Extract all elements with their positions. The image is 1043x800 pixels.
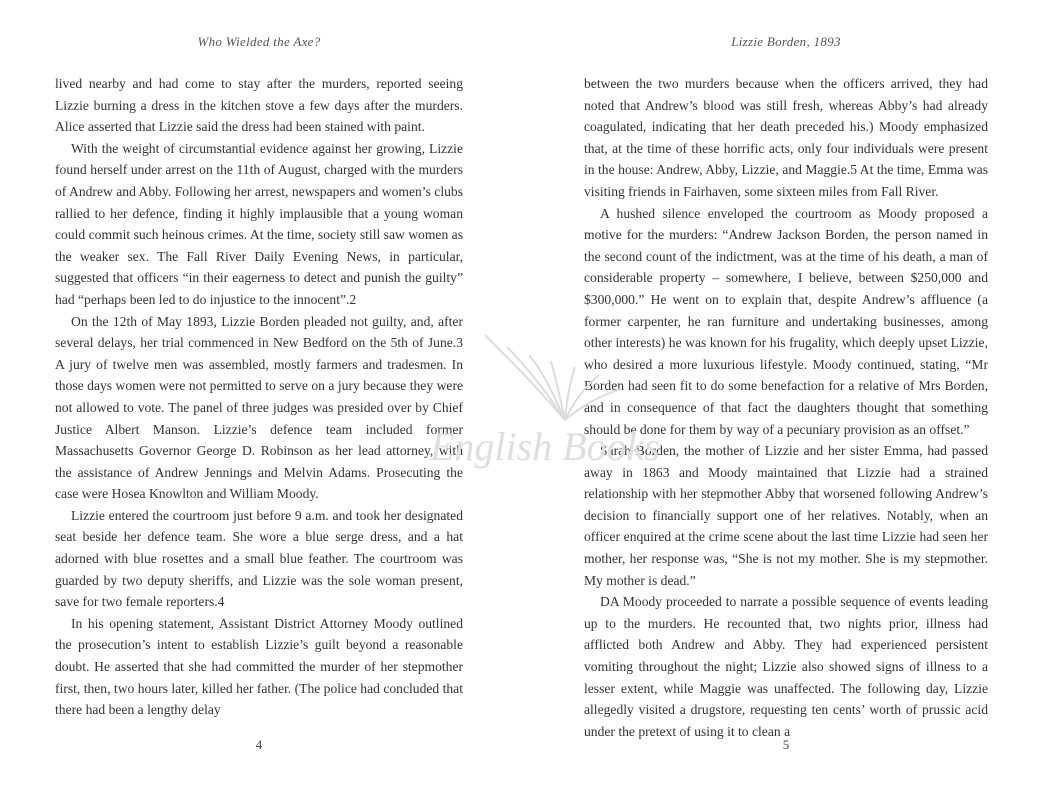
paragraph: A hushed silence enveloped the courtroom as Moody proposed a motive for the murders: “Andrew Jackson Borden, the person named in the second count of the indictment, was at the time of his death, a man of considerable property – somewhere, I believe, between $250,000 and $300,000.” He went on to explain that, despite Andrew’s affluence (a former carpenter, he ran furniture and undertaking businesses, among other interests) he was known for his frugality, which deeply upset Lizzie, who desired a more luxurious lifestyle. Moody continued, stating, “Mr Borden had seen fit to do some benefaction for a relative of Mrs Borden, and in consequence of that fact the daughters thought that something should be done for them by way of a pecuniary provision as an offset.” <box>584 205 988 437</box>
paragraph: In his opening statement, Assistant District Attorney Moody outlined the prosecution’s intent to establish Lizzie’s guilt beyond a reasonable doubt. He asserted that she had committed the murder of her stepmother first, then, two hours later, killed her father. (The police had concluded that there had been a lengthy delay <box>55 615 463 718</box>
page-number-left: 4 <box>255 737 263 752</box>
paragraph: between the two murders because when the officers arrived, they had noted that Andrew’s blood was still fresh, whereas Abby’s had already coagulated, indicating that her death preceded his.) Moody emphasized that, at the time of these horrific acts, only four individuals were present in the house: Andrew, Abby, Lizzie, and Maggie.5 At the time, Emma was visiting friends in Fairhaven, some sixteen miles from Fall River. <box>584 76 988 199</box>
paragraph: Lizzie entered the courtroom just before 9 a.m. and took her designated seat beside her defence team. She wore a blue serge dress, and a hat adorned with blue rosettes and a small blue feather. The courtroom was guarded by two deputy sheriffs, and Lizzie was the sole woman present, save for two female reporters.4 <box>55 507 463 610</box>
running-head-left: Who Wielded the Axe? <box>197 34 321 49</box>
paragraph: DA Moody proceeded to narrate a possible sequence of events leading up to the murders. He recounted that, two nights prior, illness had afflicted both Andrew and Abby. They had experienced persistent vomiting throughout the night; Lizzie also showed signs of illness to a lesser extent, while Maggie was unaffected. The following day, Lizzie allegedly visited a drugstore, requesting ten cents’ worth of prussic acid under the pretext of using it to clean a <box>584 594 988 739</box>
body-text-right <box>584 73 988 742</box>
paragraph: On the 12th of May 1893, Lizzie Borden pleaded not guilty, and, after several delays, her trial commenced in New Bedford on the 5th of June.3 A jury of twelve men was assembled, mostly farmers and tradesmen. In those days women were not permitted to serve on a jury because they were not allowed to vote. The panel of three judges was presided over by Chief Justice Albert Manson. Lizzie’s defence team included former Massachusetts Governor George D. Robinson as her lead attorney, with the assistance of Andrew Jennings and Melvin Adams. Prosecuting the case were Hosea Knowlton and William Moody. <box>55 313 463 502</box>
right-page <box>584 0 988 800</box>
page-number-right: 5 <box>782 737 790 752</box>
paragraph: lived nearby and had come to stay after the murders, reported seeing Lizzie burning a dress in the kitchen stove a few days after the murders. Alice asserted that Lizzie said the dress had been stained with paint. <box>55 76 463 135</box>
paragraph: With the weight of circumstantial evidence against her growing, Lizzie found herself under arrest on the 11th of August, charged with the murders of Andrew and Abby. Following her arrest, newspapers and women’s clubs rallied to her defence, finding it highly implausible that a young woman could commit such heinous crimes. At the time, society still saw women as the weaker sex. The Fall River Daily Evening News, in particular, suggested that officers “in their eagerness to detect and punish the guilty” had “perhaps been led to do injustice to the innocent”.2 <box>55 140 463 307</box>
paragraph: Sarah Borden, the mother of Lizzie and her sister Emma, had passed away in 1863 and Moody maintained that Lizzie had a strained relationship with her stepmother Abby that worsened following Andrew’s decision to financially support one of her relatives. Notably, when an officer enquired at the crime scene about the last time Lizzie had seen her mother, her response was, “She is not my mother. She is my stepmother. My mother is dead.” <box>584 443 988 588</box>
watermark-text: English Books <box>430 424 660 469</box>
body-text-left <box>55 73 463 721</box>
left-page <box>55 0 463 800</box>
running-head-right: Lizzie Borden, 1893 <box>731 34 841 49</box>
